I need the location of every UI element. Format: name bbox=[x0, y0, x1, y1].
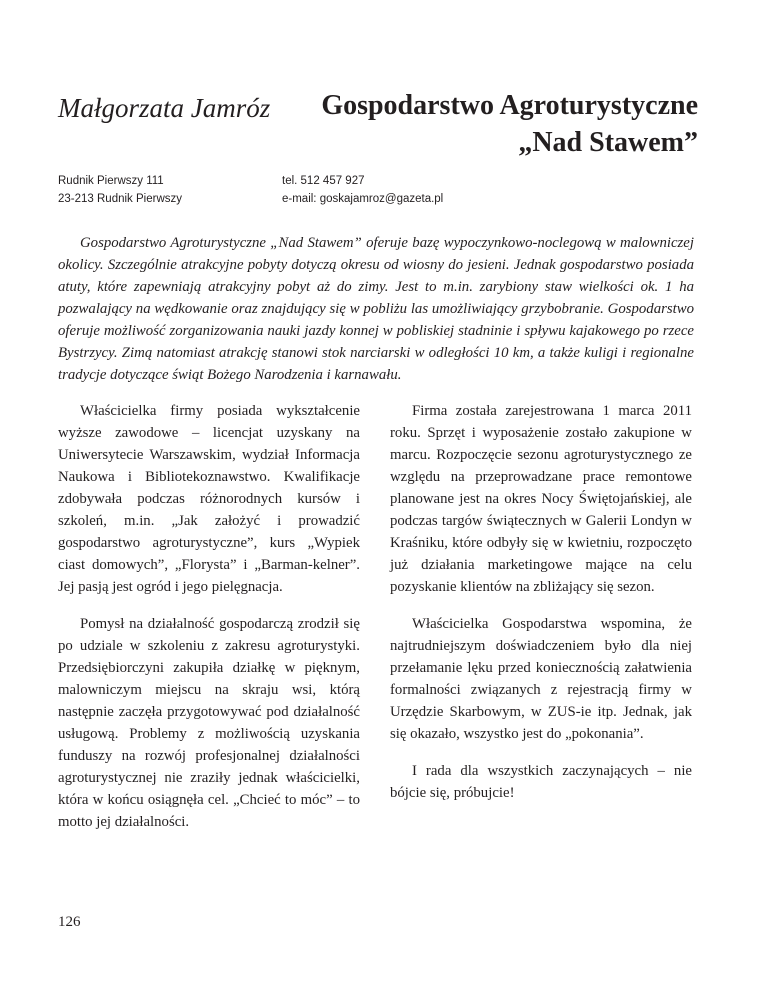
contact-block bbox=[282, 172, 443, 208]
phone-number: tel. 512 457 927 bbox=[282, 175, 365, 187]
address-block bbox=[58, 172, 182, 208]
address-line-1: Rudnik Pierwszy 111 bbox=[58, 175, 164, 187]
author-name: Małgorzata Jamróz bbox=[58, 93, 271, 123]
title-line-1: Gospodarstwo Agroturystyczne bbox=[321, 90, 698, 121]
body-paragraph: Właścicielka Gospodarstwa wspomina, że najtrudniejszym doświadczeniem było dla niej przełamanie lęku przed koniecznością załatwienia formalności związanych z rejestracją firmy w Urzędzie Skarbowym, w ZUS-ie itp. Jednak, jak się okazało, wszystko jest do „pokonania”. bbox=[390, 616, 692, 742]
body-paragraph: Firma została zarejestrowana 1 marca 2011 roku. Sprzęt i wyposażenie zostało zakupione w marcu. Rozpoczęcie sezonu agroturystycznego ze względu na przeprowadzane prace remontowe planowane jest na okres Nocy Świętojańskiej, ale podczas targów świątecznych w Galerii Londyn w Kraśniku, które odbyły się w kwietniu, rozpoczęto już działania marketingowe mające na celu pozyskanie klientów na zbliżający się sezon. bbox=[390, 403, 692, 595]
intro-paragraph: Gospodarstwo Agroturystyczne „Nad Stawem” oferuje bazę wypoczynkowo-noclegową w malowniczej okolicy. Szczególnie atrakcyjne pobyty dotyczą okresu od wiosny do jesieni. Jednak gospodarstwo posiada atuty, które zapewniają atrakcyjny pobyt aż do zimy. Jest to m.in. zarybiony staw wielkości ok. 1 ha pozwalający na wędkowanie oraz znajdujący się w pobliżu las umożliwiający grzybobranie. Gospodarstwo oferuje możliwość zorganizowania nauki jazdy konnej w pobliskiej stadninie i spływu kajakowego po rzece Bystrzycy. Zimą natomiast atrakcję stanowi stok narciarski w odległości 10 km, a także kuligi i regionalne tradycje dotyczące świąt Bożego Narodzenia i karnawału. bbox=[58, 235, 694, 383]
address-line-2: 23-213 Rudnik Pierwszy bbox=[58, 193, 183, 205]
left-column bbox=[58, 400, 360, 848]
body-paragraph: Pomysł na działalność gospodarczą zrodził się po udziale w szkoleniu z zakresu agroturystyki. Przedsiębiorczyni zakupiła działkę w pięknym, malowniczym miejscu na skraju wsi, którą następnie zaczęła przygotowywać pod działalność usługową. Problemy z możliwością uzyskania funduszy na rozwój profesjonalnej działalności agroturystycznej nie zraziły jednak właścicielki, która w końcu osiągnęła cel. „Chcieć to móc” – to motto jej działalności. bbox=[58, 616, 360, 830]
body-paragraph: I rada dla wszystkich zaczynających – nie bójcie się, próbujcie! bbox=[390, 763, 692, 801]
right-column bbox=[390, 400, 692, 819]
page-title bbox=[258, 87, 698, 161]
email-address[interactable]: e-mail: goskajamroz@gazeta.pl bbox=[282, 193, 444, 205]
body-paragraph: Właścicielka firmy posiada wykształcenie wyższe zawodowe – licencjat uzyskany na Uniwersytecie Warszawskim, wydział Informacja Naukowa i Bibliotekoznawstwo. Kwalifikacje zdobywała podczas różnorodnych kursów i szkoleń, m.in. „Jak założyć i prowadzić gospodarstwo agroturystyczne”, kurs „Wypiek ciast domowych”, „Florysta” i „Barman-kelner”. Jej pasją jest ogród i jego pielęgnacja. bbox=[58, 403, 360, 595]
page-number: 126 bbox=[58, 914, 81, 930]
title-line-2: „Nad Stawem” bbox=[518, 127, 698, 158]
